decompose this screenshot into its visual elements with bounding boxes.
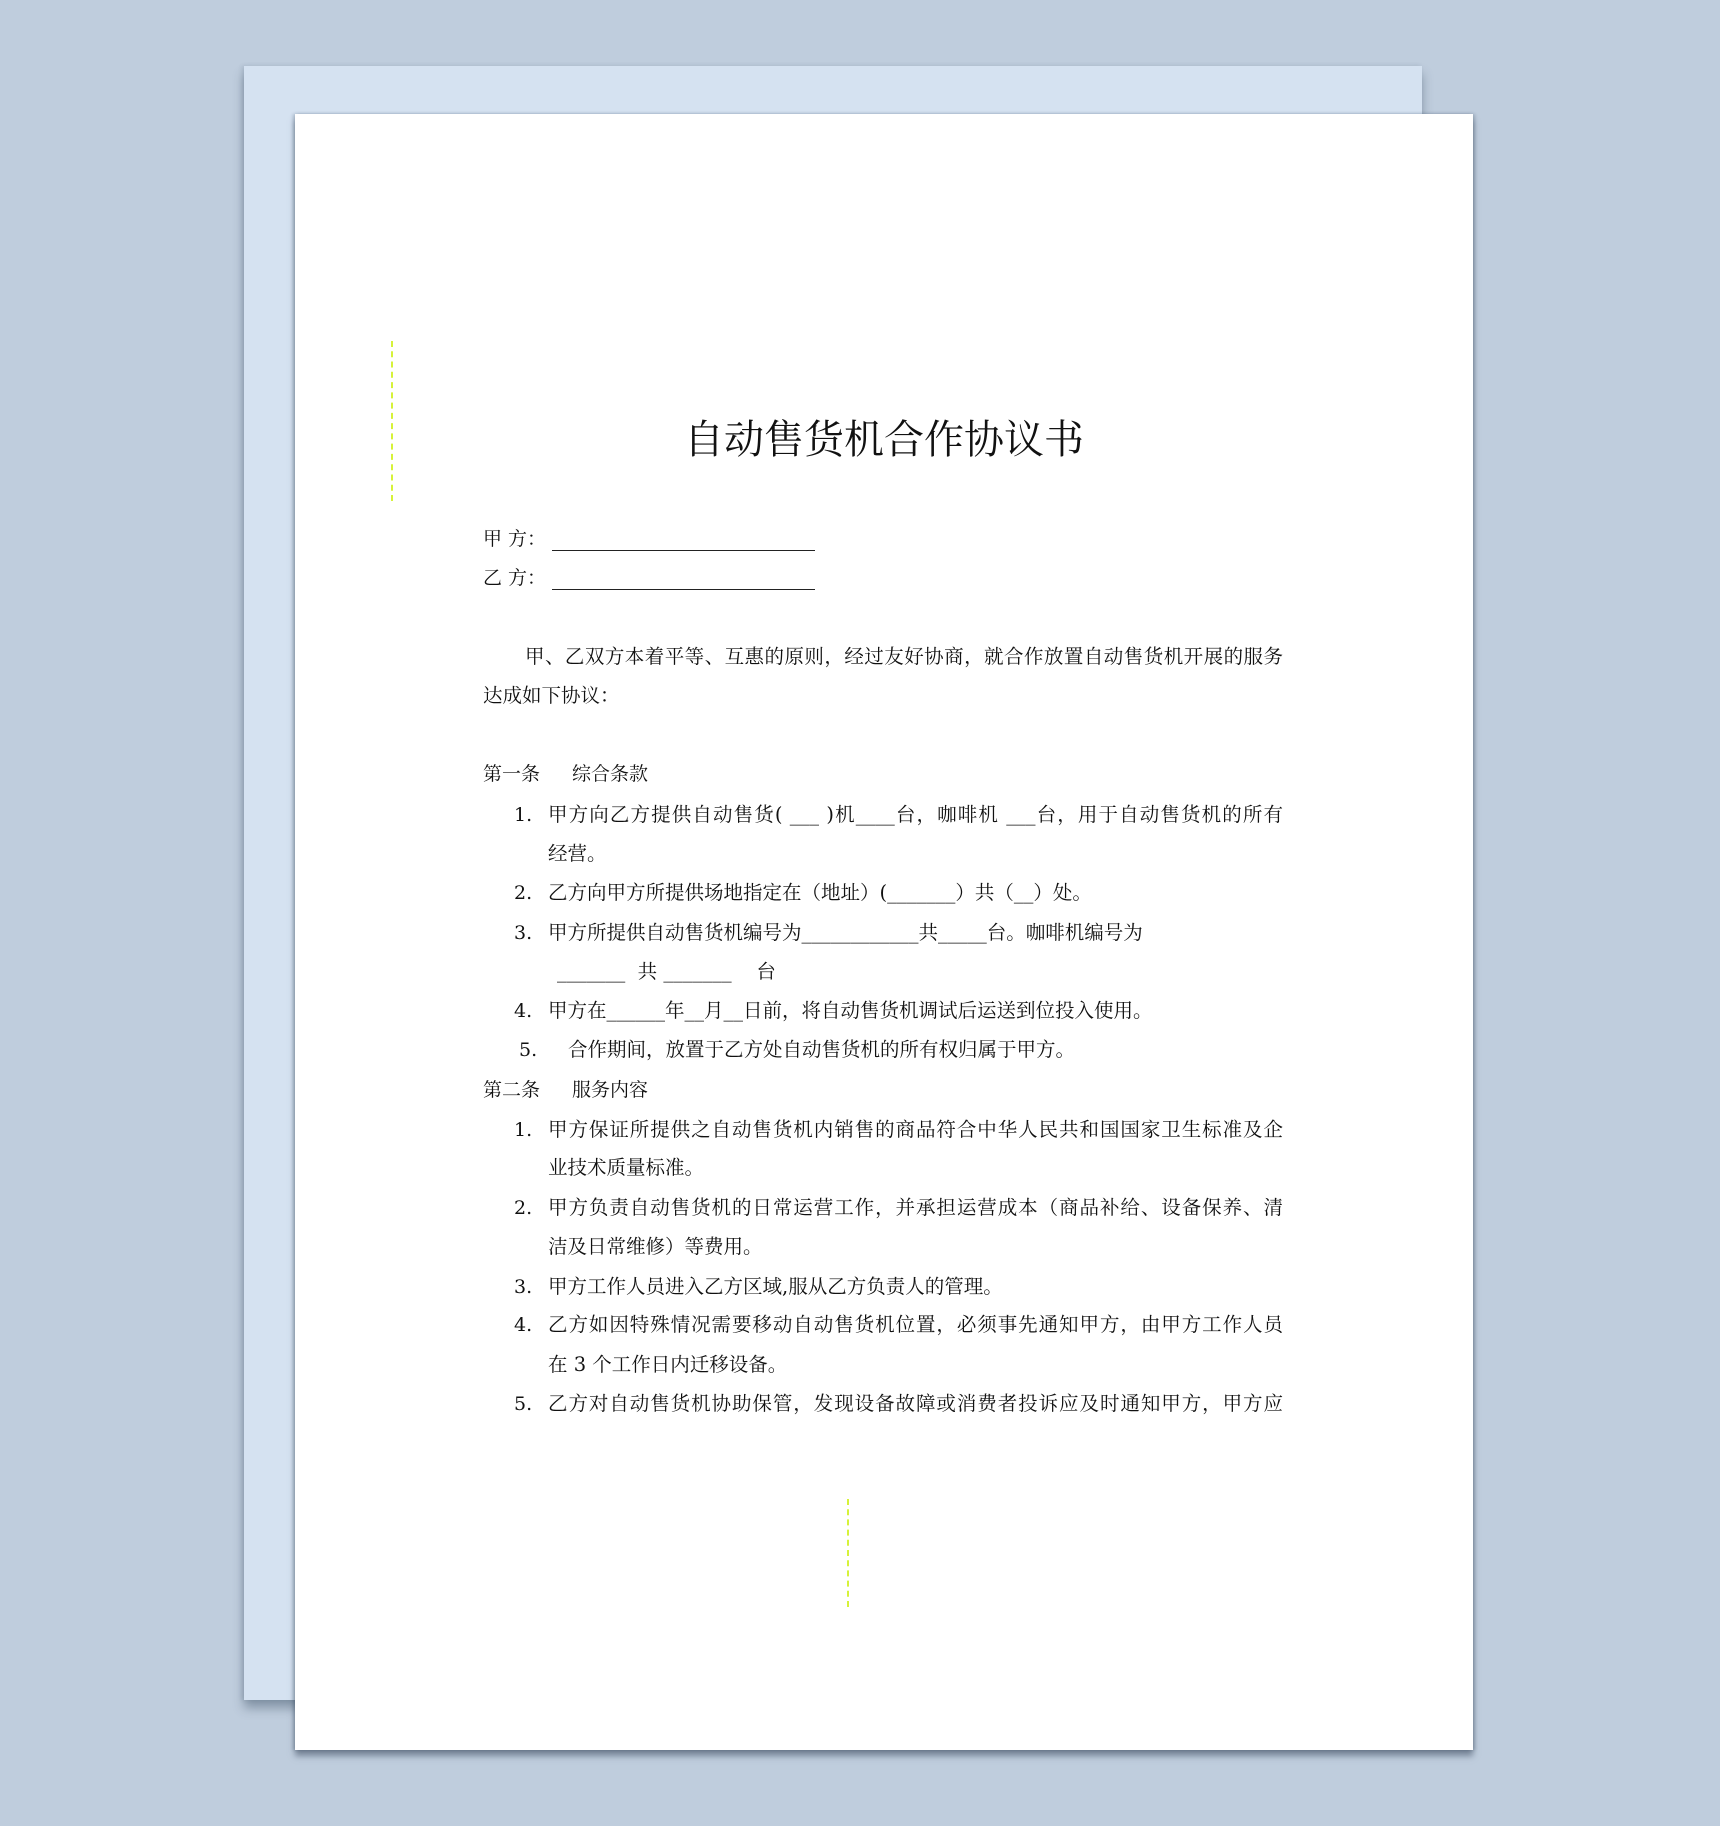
intro-paragraph-line-1: 甲、乙双方本着平等、互惠的原则，经过友好协商，就合作放置自动售货机开展的服务 <box>525 645 1283 668</box>
s1-item-5-line-1: 合作期间，放置于乙方处自动售货机的所有权归属于甲方。 <box>568 1038 1076 1061</box>
party-b-row <box>483 566 815 590</box>
s2-item-4-line-2: 在 3 个工作日内迁移设备。 <box>548 1353 788 1376</box>
section-2-heading <box>483 1078 648 1102</box>
s2-item-3-number: 3. <box>514 1276 533 1298</box>
s1-item-3-line-1: 甲方所提供自动售货机编号为____________共_____台。咖啡机编号为 <box>548 921 1143 944</box>
section-2-title: 服务内容 <box>572 1079 649 1101</box>
document-title: 自动售货机合作协议书 <box>684 417 1084 463</box>
s2-item-5-line-1: 乙方对自动售货机协助保管，发现设备故障或消费者投诉应及时通知甲方，甲方应 <box>548 1392 1283 1415</box>
intro-paragraph-line-2: 达成如下协议： <box>483 684 620 707</box>
s2-item-5-number: 5. <box>514 1393 533 1415</box>
s2-item-4-line-1: 乙方如因特殊情况需要移动自动售货机位置，必须事先通知甲方，由甲方工作人员 <box>548 1313 1283 1336</box>
s1-item-1-number: 1. <box>514 804 533 826</box>
center-guide-dashed-line <box>847 1499 849 1607</box>
document-page <box>295 114 1473 1750</box>
section-2-number: 第二条 <box>483 1079 541 1101</box>
s1-item-5-number: 5. <box>519 1039 538 1061</box>
s1-item-3-line-2: _______ 共 _______ 台 <box>557 960 776 983</box>
party-a-blank-field[interactable] <box>552 532 815 551</box>
s2-item-3-line-1: 甲方工作人员进入乙方区域,服从乙方负责人的管理。 <box>548 1275 1003 1298</box>
s1-item-3-number: 3. <box>514 922 533 944</box>
s1-item-4-number: 4. <box>514 1000 533 1022</box>
s1-item-1-line-2: 经营。 <box>548 842 607 865</box>
s2-item-2-line-2: 洁及日常维修）等费用。 <box>548 1235 763 1258</box>
party-b-label: 乙 方： <box>483 567 547 589</box>
s1-item-2-number: 2. <box>514 882 533 904</box>
party-a-row <box>483 527 815 551</box>
section-1-number: 第一条 <box>483 763 541 785</box>
s1-item-2-line-1: 乙方向甲方所提供场地指定在（地址）(_______）共（__）处。 <box>548 881 1092 904</box>
s2-item-2-line-1: 甲方负责自动售货机的日常运营工作，并承担运营成本（商品补给、设备保养、清 <box>548 1196 1283 1219</box>
party-a-label: 甲 方： <box>483 528 547 550</box>
s2-item-1-line-1: 甲方保证所提供之自动售货机内销售的商品符合中华人民共和国国家卫生标准及企 <box>548 1118 1283 1141</box>
section-1-heading <box>483 762 648 786</box>
section-1-title: 综合条款 <box>572 763 649 785</box>
s2-item-1-number: 1. <box>514 1119 533 1141</box>
s2-item-1-line-2: 业技术质量标准。 <box>548 1156 705 1179</box>
s2-item-4-number: 4. <box>514 1314 533 1336</box>
s1-item-4-line-1: 甲方在______年__月__日前，将自动售货机调试后运送到位投入使用。 <box>548 999 1153 1022</box>
s2-item-2-number: 2. <box>514 1197 533 1219</box>
party-b-blank-field[interactable] <box>552 571 815 590</box>
s1-item-1-line-1: 甲方向乙方提供自动售货( ___ )机____台，咖啡机 ___台，用于自动售货机的所有 <box>548 803 1283 826</box>
